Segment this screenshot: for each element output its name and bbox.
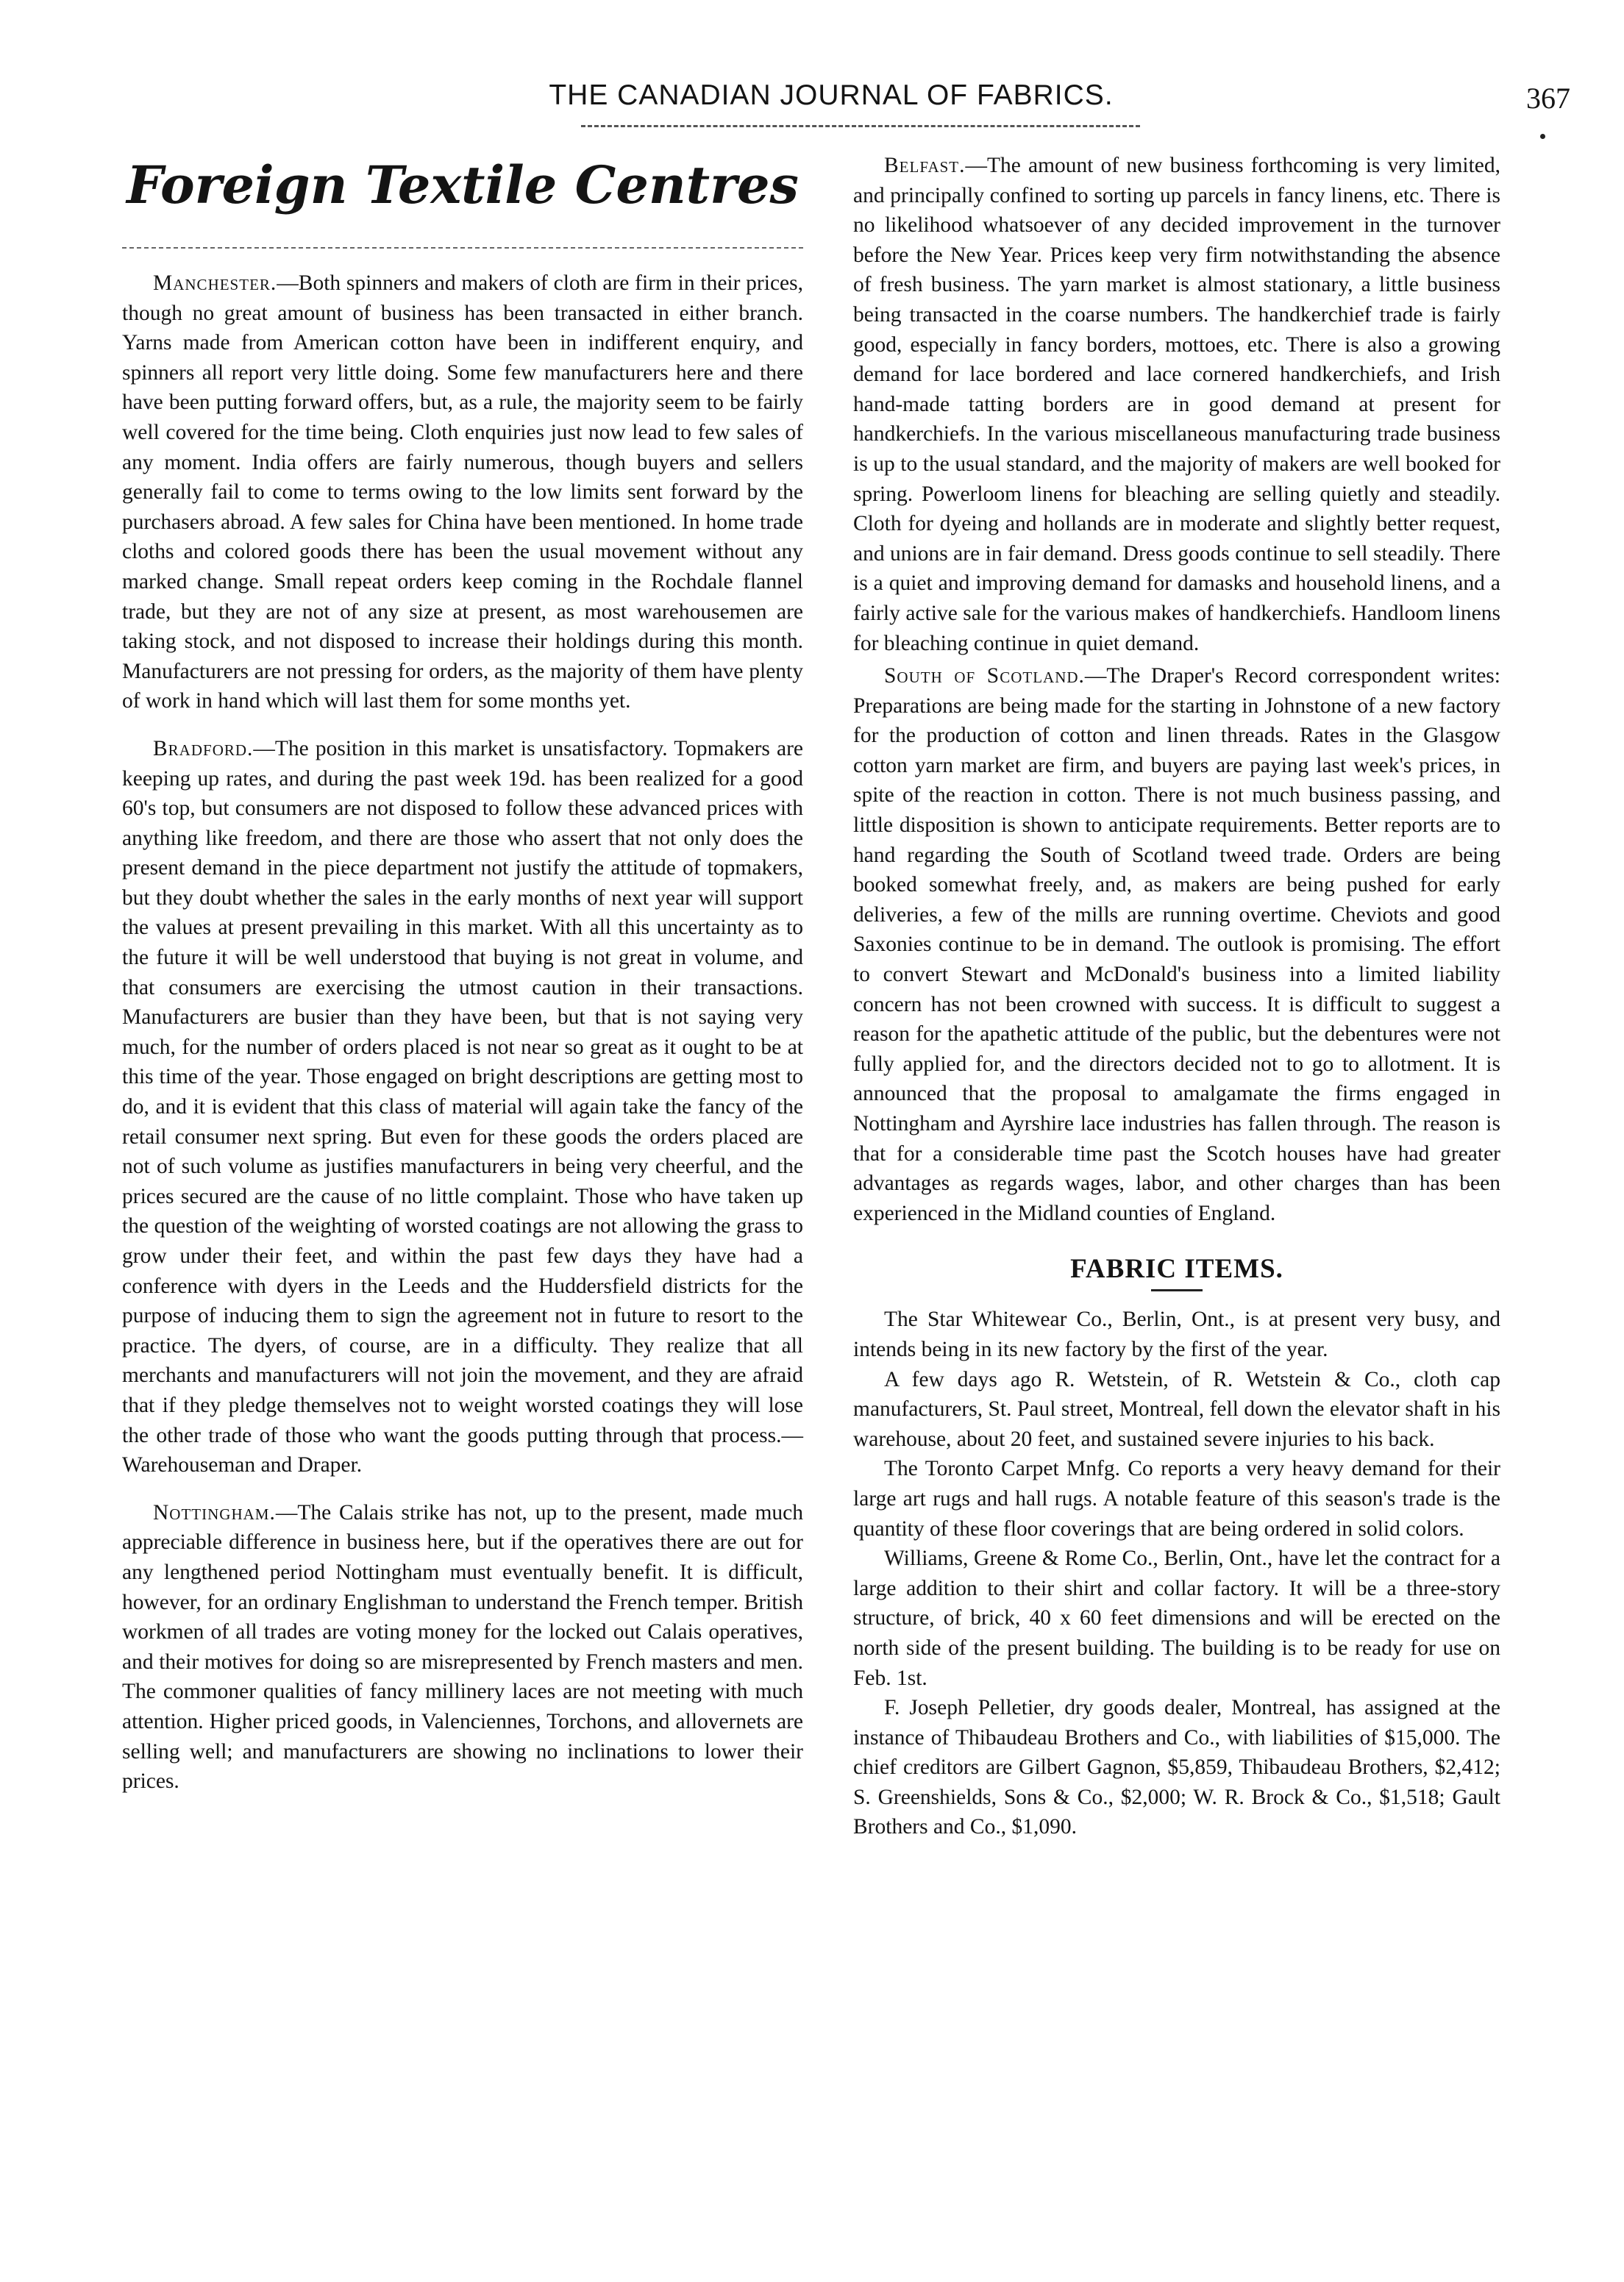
- article-manchester: [122, 268, 803, 716]
- article-south-of-scotland: [853, 661, 1500, 1228]
- lead-manchester: Manchester.: [153, 271, 277, 295]
- text-belfast: —The amount of new business forthcoming is very limited, and principally confined to sorting up parcels in fancy linens, etc. There is no likelihood whatsoever of any decided improvement in the turnover before the New Year. Prices keep very firm notwithstanding the absence of fresh business. The yarn market is almost stationary, a little business being transacted in the coarse numbers. The handkerchief trade is fairly good, especially in fancy borders, mottoes, etc. There is also a growing demand for lace bordered and lace cornered handkerchiefs, and Irish hand-made tatting borders are in good demand at present for handkerchiefs. In the various miscellaneous manufacturing trade business is up to the usual standard, and the majority of makers are well booked for spring. Powerloom linens for bleaching are selling quietly and steadily. Cloth for dyeing and hollands are in moderate and slightly better request, and unions are in fair demand. Dress goods continue to sell steadily. There is a quiet and improving demand for damasks and household linens, and a fairly active sale for the various makes of handkerchiefs. Handloom linens for bleaching continue in quiet demand.: [853, 154, 1500, 655]
- section-heading: Foreign Textile Centres: [127, 154, 799, 215]
- fabric-item: Williams, Greene & Rome Co., Berlin, Ont., have let the contract for a large addition to their shirt and collar factory. It will be a three-story structure, of brick, 40 x 60 feet dimensions and will be erected on the north side of the present building. The building is to be ready for use on Feb. 1st.: [853, 1547, 1500, 1690]
- left-column: [122, 268, 803, 1797]
- text-south-of-scotland: —The Draper's Record correspondent writes: Preparations are being made for the starting in Johnstone of a new factory for the production of cotton and linen threads. Rates in the Glasgow cotton yarn market are firm, and buyers are paying last week's prices, in spite of the reaction in cotton. There is not much business passing, and little disposition is shown to anticipate requirements. Better reports are to hand regarding the South of Scotland tweed trade. Orders are being booked somewhat freely, and, as makers are being pushed for early deliveries, a few of the mills are running overtime. Cheviots and good Saxonies continue to be in demand. The outlook is promising. The effort to convert Stewart and McDonald's business into a limited liability concern has not been crowned with success. It is difficult to suggest a reason for the apathetic attitude of the public, but the debentures were not fully applied for, and the directors decided not to go to allotment. It is announced that the proposal to amalgamate the firms engaged in Nottingham and Ayrshire lace industries has fallen through. The reason is that for a considerable time past the Scotch houses have had greater advantages as regards wages, labor, and other charges than has been experienced in the Midland counties of England.: [853, 664, 1500, 1225]
- header-dot: [1540, 134, 1545, 139]
- article-bradford: [122, 734, 803, 1480]
- right-column: [853, 151, 1500, 1842]
- text-bradford: —The position in this market is unsatisfactory. Topmakers are keeping up rates, and during the past week 19d. has been realized for a good 60's top, but consumers are not disposed to follow these advanced prices with anything like freedom, and there are those who assert that not only does the present demand in the piece department not justify the attitude of topmakers, but they doubt whether the sales in the early months of next year will support the values at present prevailing in this market. With all this uncertainty as to the future it will be well understood that buying is not great in volume, and that consumers are exercising the utmost caution in their transactions. Manufacturers are busier than they have been, but that is not saying very much, for the number of orders placed is not near so great as it ought to be at this time of the year. Those engaged on bright descriptions are getting most to do, and it is evident that this class of material will again take the fancy of the retail consumer next spring. But even for these goods the orders placed are not of such volume as justifies manufacturers in being very cheerful, and the prices secured are the cause of no little complaint. Those who have taken up the question of the weighting of worsted coatings are not allowing the grass to grow under their feet, and within the past few days they have had a conference with dyers in the Leeds and the Huddersfield districts for the purpose of inducing them to sign the agreement not in future to resort to the practice. The dyers, of course, are in a difficulty. They realize that all merchants and manufacturers will not join the movement, and they are afraid that if they pledge themselves not to weight worsted coatings they will lose the other trade of those who want the goods putting through that process.—Warehouseman and Draper.: [122, 736, 803, 1477]
- lead-bradford: Bradford.: [153, 736, 254, 760]
- fabric-item: The Star Whitewear Co., Berlin, Ont., is at present very busy, and intends being in its new factory by the first of the year.: [853, 1308, 1500, 1361]
- fabric-item: A few days ago R. Wetstein, of R. Wetstein & Co., cloth cap manufacturers, St. Paul street, Montreal, fell down the elevator shaft in his warehouse, about 20 feet, and sustained severe injuries to his back.: [853, 1367, 1500, 1451]
- fabric-item: F. Joseph Pelletier, dry goods dealer, Montreal, has assigned at the instance of Thibaudeau Brothers and Co., with liabilities of $15,000. The chief creditors are Gilbert Gagnon, $5,859, Thibaudeau Brothers, $2,412; S. Greenshields, Sons & Co., $2,000; W. R. Brock & Co., $1,518; Gault Brothers and Co., $1,090.: [853, 1696, 1500, 1839]
- journal-title: THE CANADIAN JOURNAL OF FABRICS.: [549, 79, 1114, 111]
- lead-nottingham: Nottingham.: [153, 1500, 276, 1525]
- page-number: 367: [1526, 82, 1570, 115]
- text-nottingham: —The Calais strike has not, up to the present, made much appreciable difference in business here, but if the operatives there are out for any lengthened period Nottingham must eventually benefit. It is difficult, however, for an ordinary Englishman to understand the French temper. British workmen of all trades are voting money for the locked out Calais operatives, and their motives for doing so are misrepresented by French masters and men. The commoner qualities of fancy millinery laces are not meeting with much attention. Higher priced goods, in Valenciennes, Torchons, and allovernets are selling well; and manufacturers are showing no inclinations to lower their prices.: [122, 1500, 803, 1794]
- header-rule: [581, 125, 1140, 127]
- article-belfast: [853, 151, 1500, 658]
- article-nottingham: [122, 1498, 803, 1797]
- fabric-items-title: FABRIC ITEMS.: [1070, 1254, 1283, 1285]
- heading-rule: [122, 247, 803, 249]
- fabric-items-rule: [1151, 1289, 1203, 1291]
- lead-south-of-scotland: South of Scotland.: [884, 664, 1085, 688]
- lead-belfast: Belfast.: [884, 154, 966, 177]
- text-manchester: —Both spinners and makers of cloth are firm in their prices, though no great amount of business has been transacted in either branch. Yarns made from American cotton have been in indifferent enquiry, and spinners all report very little doing. Some few manufacturers here and there have been putting forward offers, but, as a rule, the majority seem to be fairly well covered for the time being. Cloth enquiries just now lead to few sales of any moment. India offers are fairly numerous, though buyers and sellers generally fail to come to terms owing to the low limits sent forward by the purchasers abroad. A few sales for China have been mentioned. In home trade cloths and colored goods there has been the usual movement without any marked change. Small repeat orders keep coming in the Rochdale flannel trade, but they are not of any size at present, as most warehousemen are taking stock, and not disposed to increase their holdings during this month. Manufacturers are not pressing for orders, as the majority of them have plenty of work in hand which will last them for some months yet.: [122, 271, 803, 713]
- fabric-item: The Toronto Carpet Mnfg. Co reports a very heavy demand for their large art rugs and hall rugs. A notable feature of this season's trade is the quantity of these floor coverings that are being ordered in solid colors.: [853, 1457, 1500, 1541]
- fabric-items-list: [853, 1305, 1500, 1842]
